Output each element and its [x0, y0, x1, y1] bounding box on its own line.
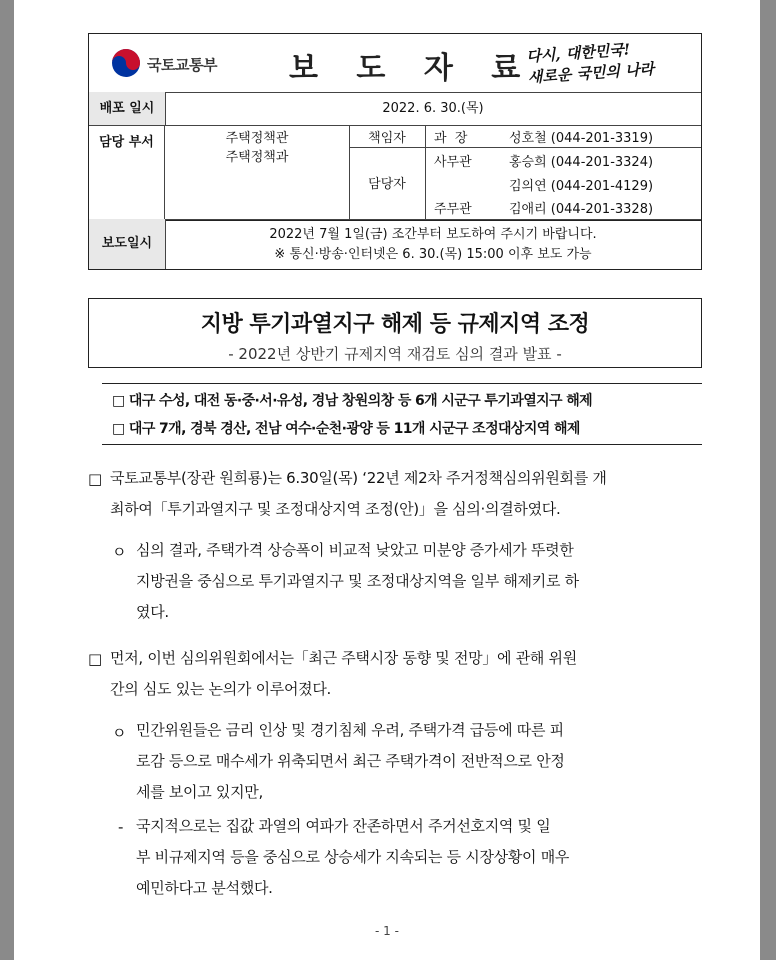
headline-box — [88, 298, 702, 368]
staff-person-2: 김의연 (044-201-4129) — [509, 179, 654, 194]
staff-person-3: 김애리 (044-201-3328) — [509, 202, 654, 217]
bullet-circle: ㅇ — [112, 724, 127, 742]
summary-item: □ 대구 수성, 대전 동·중·서·유성, 경남 창원의창 등 6개 시군구 투기과열지구 해제 — [112, 393, 593, 409]
summary-item: □ 대구 7개, 경북 경산, 전남 여수·순천·광양 등 11개 시군구 조정대상지역 해제 — [112, 421, 580, 437]
staff-title-3: 주무관 — [434, 202, 472, 217]
taegeuk-logo-icon — [111, 48, 141, 78]
staff-label: 담당자 — [368, 177, 406, 192]
ministry-name: 국토교통부 — [147, 56, 217, 74]
staff-title-1: 사무관 — [434, 155, 472, 170]
embargo-row — [88, 219, 702, 270]
headline-title: 지방 투기과열지구 해제 등 규제지역 조정 — [200, 312, 590, 337]
release-row — [89, 92, 701, 126]
document-page — [14, 0, 760, 960]
doc-type-title: 보 도 자 료 — [289, 51, 535, 86]
embargo-text: 2022년 7월 1일(금) 조간부터 보도하여 주시기 바랍니다. ※ 통신·방송·인터넷은 6. 30.(목) 15:00 이후 보도 가능 — [269, 227, 597, 262]
embargo-label: 보도일시 — [89, 219, 166, 269]
dept-label: 담당 부서 — [89, 125, 165, 219]
bullet-circle: ㅇ — [112, 543, 127, 561]
dept-row — [89, 125, 701, 220]
paragraph-4: 민간위원들은 금리 인상 및 경기침체 우려, 주택가격 급등에 따른 피 로감 등으로 매수세가 위축되면서 최근 주택가격이 전반적으로 안정 세를 보이고 있지만, — [136, 721, 565, 801]
staff-person-1: 홍승희 (044-201-3324) — [509, 155, 654, 170]
dept-names: 주택정책관 주택정책과 — [225, 131, 289, 165]
resp-label: 책임자 — [368, 131, 406, 146]
paragraph-3: 먼저, 이번 심의위원회에서는「최근 주택시장 동향 및 전망」에 관해 위원 간의 심도 있는 논의가 이루어졌다. — [110, 649, 577, 698]
press-header-table — [88, 33, 702, 221]
resp-person: 성호철 (044-201-3319) — [509, 131, 654, 146]
bullet-dash: - — [118, 818, 124, 836]
bullet-square: □ — [88, 650, 103, 668]
paragraph-5: 국지적으로는 집값 과열의 여파가 잔존하면서 주거선호지역 및 일 부 비규제지역 등을 중심으로 상승세가 지속되는 등 시장상황이 매우 예민하다고 분석했다. — [136, 817, 570, 897]
paragraph-2: 심의 결과, 주택가격 상승폭이 비교적 낮았고 미분양 증가세가 뚜렷한 지방권을 중심으로 투기과열지구 및 조정대상지역을 일부 해제키로 하 였다. — [136, 541, 579, 621]
header-logo-row — [89, 34, 701, 93]
slogan-logo: 다시, 대한민국! 새로운 국민의 나라 — [525, 40, 655, 87]
page-number: - 1 - — [375, 924, 399, 938]
resp-title: 과 장 — [434, 131, 468, 146]
paragraph-1: 국토교통부(장관 원희룡)는 6.30일(목) ‘22년 제2차 주거정책심의위원회를 개 최하여「투기과열지구 및 조정대상지역 조정(안)」을 심의·의결하였다. — [110, 469, 607, 518]
summary-box — [102, 383, 702, 445]
release-date: 2022. 6. 30.(목) — [382, 101, 484, 116]
release-label: 배포 일시 — [89, 92, 166, 125]
headline-subtitle: - 2022년 상반기 규제지역 재검토 심의 결과 발표 - — [228, 345, 562, 363]
bullet-square: □ — [88, 470, 103, 488]
